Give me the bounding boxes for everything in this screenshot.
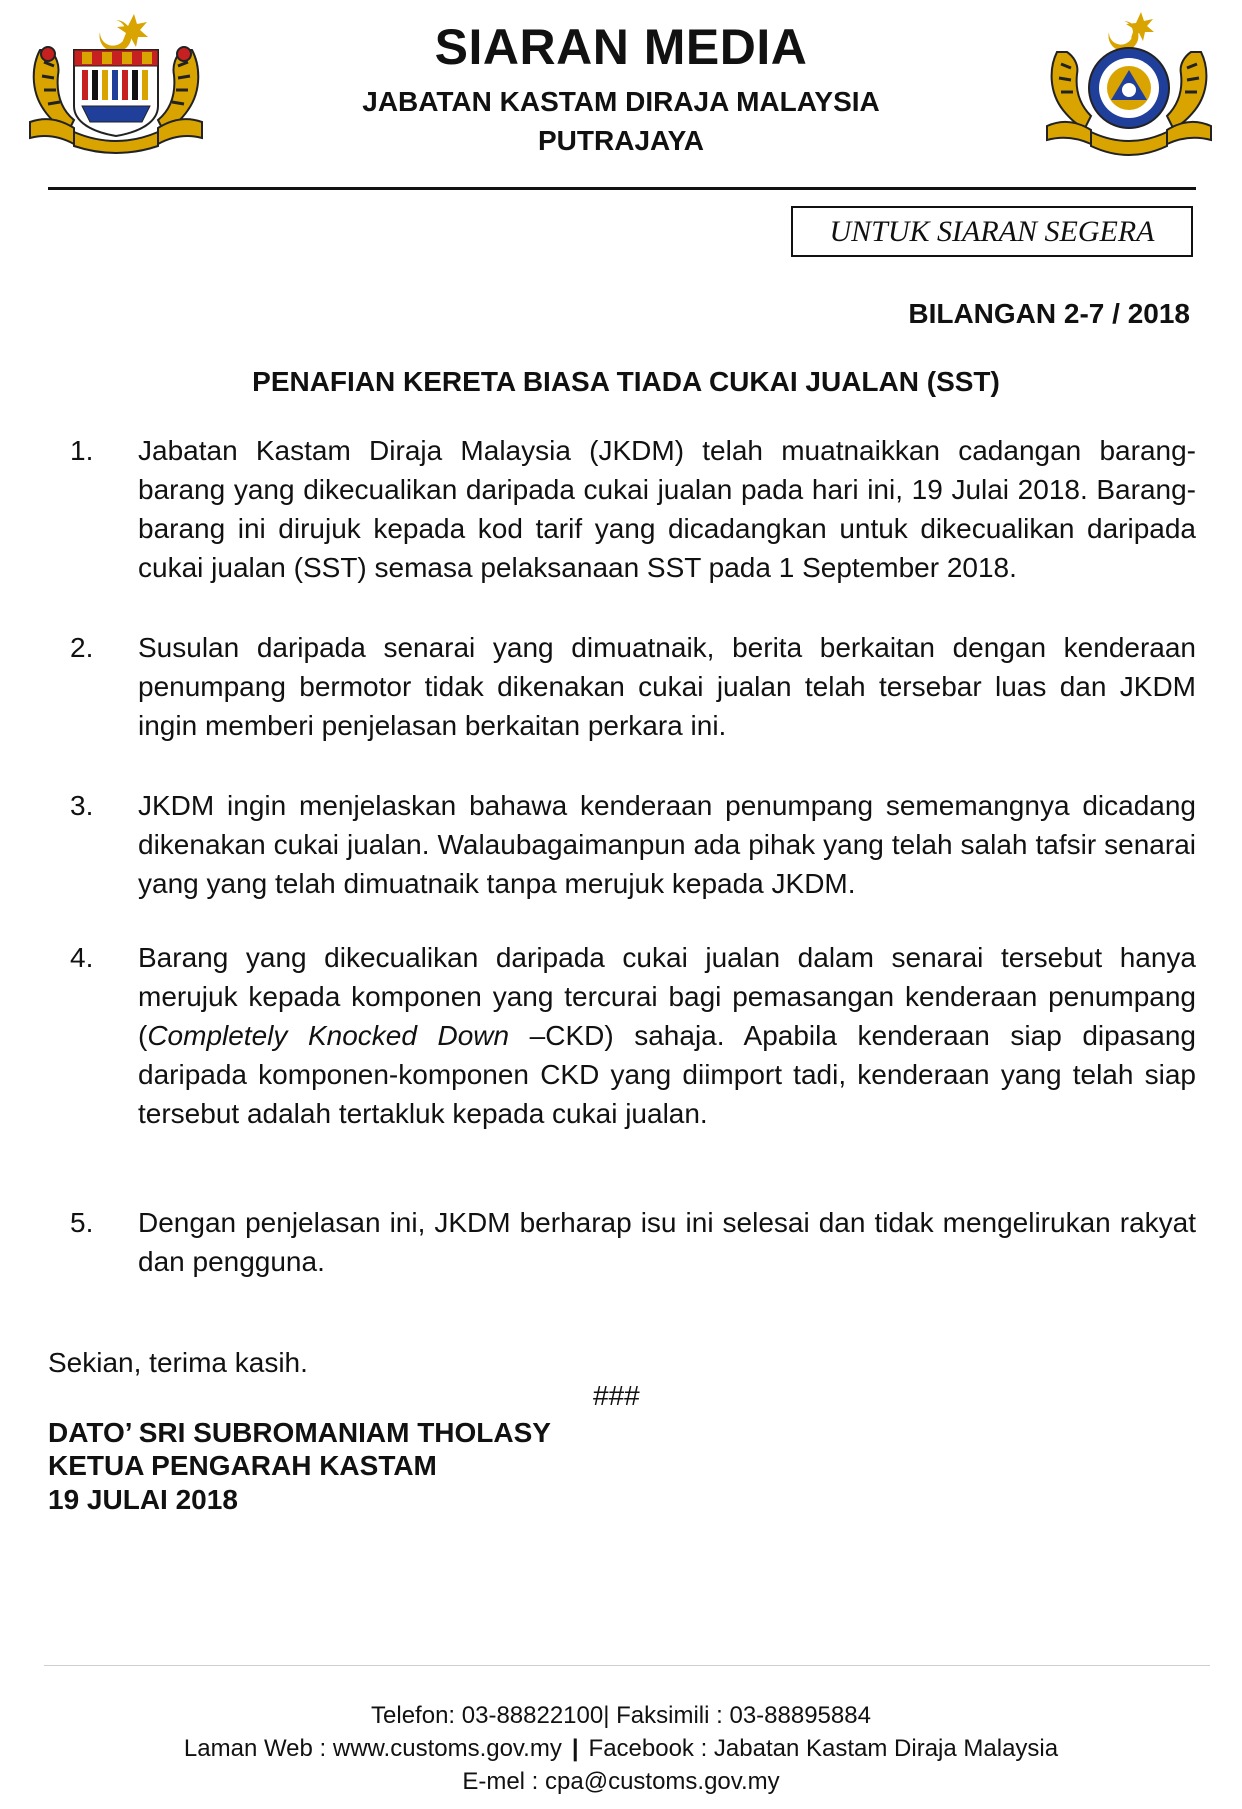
paragraph-text [138,938,1196,1133]
footer-contact-line [0,1702,1242,1730]
department-name: JABATAN KASTAM DIRAJA MALAYSIA [362,86,880,117]
document-title: SIARAN MEDIA [434,19,808,75]
city-name: PUTRAJAYA [538,125,704,156]
paragraph-text: Dengan penjelasan ini, JKDM berharap isu ini selesai dan tidak mengelirukan rakyat dan pengguna. [138,1207,1196,1277]
paragraph-number: 5. [70,1207,94,1238]
paragraph-italic-term: Completely Knocked Down [147,1020,510,1051]
paragraph-number: 4. [70,942,94,973]
footer-facebook-link[interactable]: Facebook : Jabatan Kastam Diraja Malaysia [588,1735,1059,1762]
statement-heading: PENAFIAN KERETA BIASA TIADA CUKAI JUALAN (SST) [252,366,1000,397]
footer-divider [44,1665,1210,1666]
paragraph-number: 1. [70,435,94,466]
paragraph-text: Jabatan Kastam Diraja Malaysia (JKDM) telah muatnaikkan cadangan barang-barang yang dikecualikan daripada cukai jualan pada hari ini, 19 Julai 2018. Barang-barang ini dirujuk kepada kod tarif yang dicadangkan untuk dikecualikan daripada cukai jualan (SST) semasa pelaksanaan SST pada 1 September 2018. [138,435,1196,583]
paragraph-text-part: Barang yang dikecualikan daripada cukai jualan dalam senarai tersebut hanya merujuk kepada komponen yang tercurai bagi pemasangan kenderaan penumpang ( [138,942,1196,1051]
signatory-title: KETUA PENGARAH KASTAM [48,1450,437,1481]
end-marker: ### [593,1380,640,1411]
paragraph-text-part: –CKD) sahaja. Apabila kenderaan siap dipasang daripada komponen-komponen CKD yang diimport tadi, kenderaan yang telah siap tersebut adalah tertakluk kepada cukai jualan. [138,1020,1196,1129]
paragraph-text: JKDM ingin menjelaskan bahawa kenderaan penumpang sememangnya dicadang dikenakan cukai jualan. Walaubagaimanpun ada pihak yang telah salah tafsir senarai yang yang telah dimuatnaik tanpa merujuk kepada JKDM. [138,790,1196,899]
header-divider [48,187,1196,190]
signatory-name: DATO’ SRI SUBROMANIAM THOLASY [48,1417,551,1448]
paragraph-number: 3. [70,790,94,821]
closing-line: Sekian, terima kasih. [48,1347,308,1378]
footer-fax: Faksimili : 03-88895884 [616,1702,871,1729]
footer-web-line [0,1735,1242,1763]
footer-separator: | [571,1735,579,1762]
footer-website-link[interactable]: Laman Web : www.customs.gov.my [183,1735,562,1762]
immediate-release-box: UNTUK SIARAN SEGERA [791,206,1193,257]
signature-date: 19 JULAI 2018 [48,1484,238,1515]
footer-phone: Telefon: 03-88822100 [371,1702,604,1729]
paragraph-number: 2. [70,632,94,663]
footer-email-link[interactable]: E-mel : cpa@customs.gov.my [462,1768,780,1795]
paragraph-text: Susulan daripada senarai yang dimuatnaik, berita berkaitan dengan kenderaan penumpang bermotor tidak dikenakan cukai jualan telah tersebar luas dan JKDM ingin memberi penjelasan berkaitan perkara ini. [138,632,1196,741]
footer-email-line [0,1768,1242,1796]
reference-number: BILANGAN 2-7 / 2018 [908,298,1190,329]
footer-separator: | [603,1702,610,1729]
